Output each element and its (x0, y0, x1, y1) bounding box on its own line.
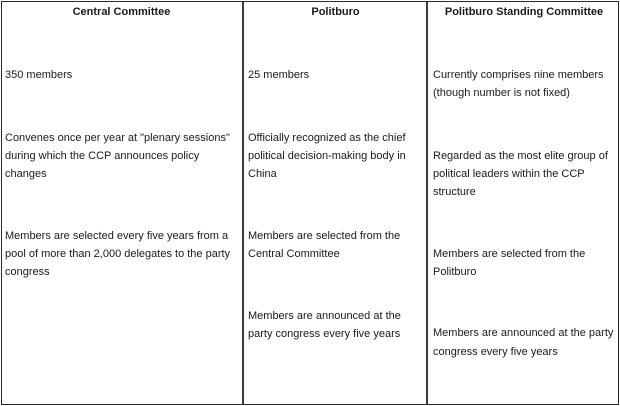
column-standing-committee (426, 2, 620, 404)
standing-committee-role-line-1: Regarded as the most elite group of (433, 150, 608, 162)
standing-committee-selection-line-1: Members are selected from the (433, 248, 586, 260)
standing-committee-role-line-3: structure (433, 186, 476, 198)
column-central-committee (2, 2, 241, 404)
standing-committee-announcement-line-2: congress every five years (433, 346, 558, 358)
header-central-committee: Central Committee (72, 6, 171, 18)
politburo-role-line-3: China (248, 168, 277, 180)
header-politburo: Politburo (311, 6, 360, 18)
central-committee-role-line-2: during which the CCP announces policy (5, 150, 200, 162)
central-committee-selection-line-3: congress (5, 266, 50, 278)
standing-committee-selection-line-2: Politburo (433, 266, 477, 278)
central-committee-size: 350 members (5, 69, 73, 81)
comparison-table (1, 1, 619, 405)
politburo-selection-line-1: Members are selected from the (248, 230, 401, 242)
central-committee-role-line-1: Convenes once per year at "plenary sessions" (5, 132, 230, 144)
politburo-selection-line-2: Central Committee (248, 248, 340, 260)
central-committee-selection-line-2: pool of more than 2,000 delegates to the party (5, 248, 231, 260)
central-committee-selection-line-1: Members are selected every five years from a (5, 230, 229, 242)
politburo-announcement-line-2: party congress every five years (248, 328, 401, 340)
politburo-role-line-2: political decision-making body in (248, 150, 406, 162)
standing-committee-announcement-line-1: Members are announced at the party (433, 327, 614, 339)
politburo-size: 25 members (248, 69, 310, 81)
standing-committee-size-line-2: (though number is not fixed) (433, 87, 570, 99)
central-committee-role-line-3: changes (5, 168, 47, 180)
politburo-announcement-line-1: Members are announced at the (248, 310, 401, 322)
header-standing-committee: Politburo Standing Committee (444, 6, 604, 18)
politburo-role-line-1: Officially recognized as the chief (248, 132, 406, 144)
column-politburo (242, 2, 427, 404)
standing-committee-size-line-1: Currently comprises nine members (433, 69, 604, 81)
standing-committee-role-line-2: political leaders within the CCP (433, 168, 585, 180)
